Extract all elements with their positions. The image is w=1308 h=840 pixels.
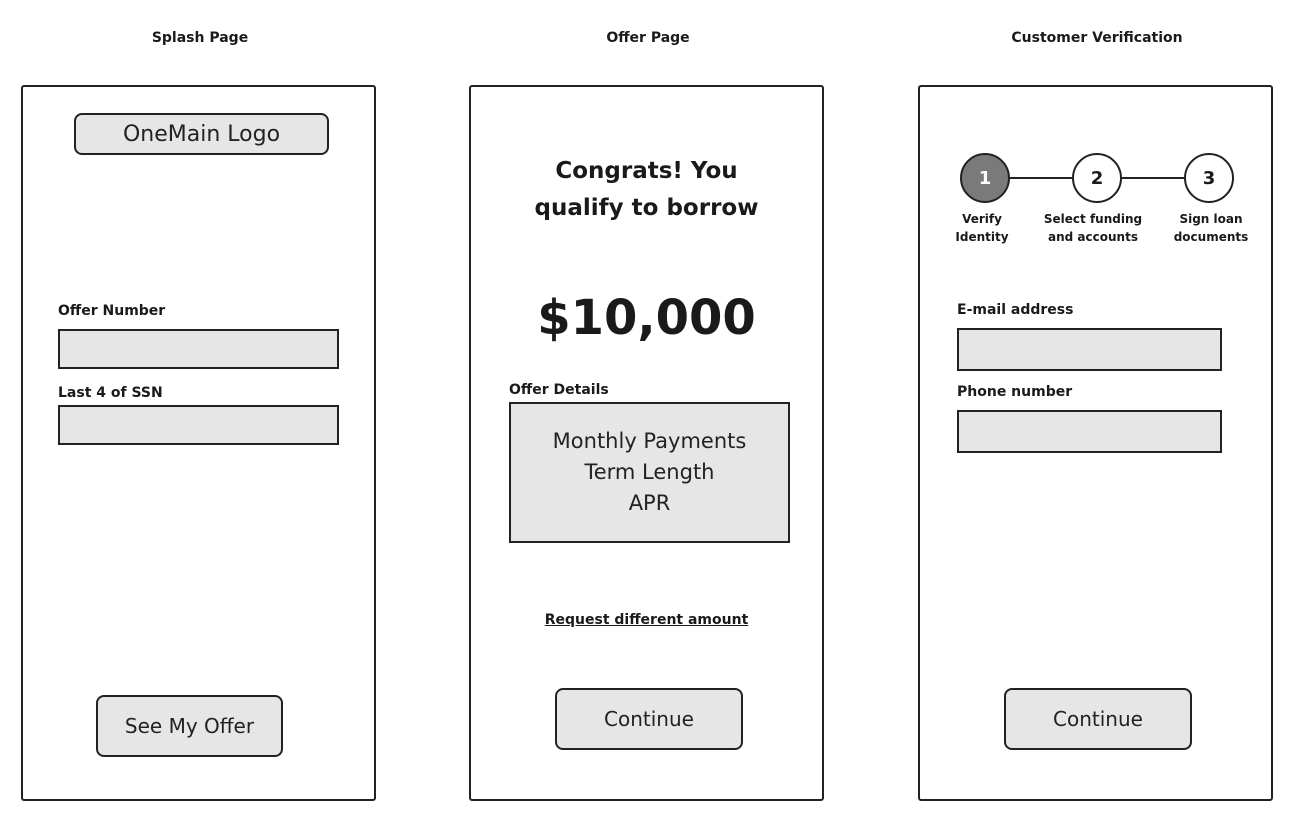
- splash-screen: [21, 85, 376, 801]
- splash-page-title: Splash Page: [151, 30, 249, 46]
- email-label: E-mail address: [957, 302, 1074, 318]
- stepper-connector-1-2: [1010, 177, 1074, 179]
- step-1-circle: 1: [960, 153, 1010, 203]
- ssn-label: Last 4 of SSN: [58, 385, 163, 401]
- offer-detail-monthly-payments: Monthly Payments: [552, 429, 747, 453]
- phone-label: Phone number: [957, 384, 1073, 400]
- verification-screen: [918, 85, 1273, 801]
- offer-details-label: Offer Details: [509, 382, 609, 398]
- offer-detail-apr: APR: [628, 491, 671, 515]
- step-1-label-line-2: Identity: [955, 230, 1009, 244]
- step-3-label-line-2: documents: [1173, 230, 1249, 244]
- email-field[interactable]: [957, 328, 1222, 371]
- offer-headline: [471, 153, 822, 227]
- offer-number-field[interactable]: [58, 329, 339, 369]
- phone-field[interactable]: [957, 410, 1222, 453]
- step-3-label: [1156, 210, 1266, 246]
- verification-continue-button[interactable]: Continue: [1004, 688, 1192, 750]
- offer-continue-button[interactable]: Continue: [555, 688, 743, 750]
- step-3-circle: 3: [1184, 153, 1234, 203]
- offer-page-title: Offer Page: [606, 30, 690, 46]
- offer-headline-line-2: qualify to borrow: [534, 195, 759, 221]
- customer-verification-title: Customer Verification: [1011, 30, 1183, 46]
- offer-headline-line-1: Congrats! You: [555, 158, 738, 184]
- step-3-label-line-1: Sign loan: [1179, 212, 1243, 226]
- step-2-label-line-1: Select funding: [1043, 212, 1143, 226]
- offer-details-box: [509, 402, 790, 543]
- ssn-field[interactable]: [58, 405, 339, 445]
- offer-number-label: Offer Number: [58, 303, 166, 319]
- step-1-label: [927, 210, 1037, 246]
- offer-amount: $10,000: [537, 290, 756, 346]
- step-1-label-line-1: Verify: [962, 212, 1002, 226]
- see-my-offer-button[interactable]: See My Offer: [96, 695, 283, 757]
- offer-detail-term-length: Term Length: [584, 460, 715, 484]
- step-2-circle: 2: [1072, 153, 1122, 203]
- onemain-logo: OneMain Logo: [74, 113, 329, 155]
- request-different-amount-link[interactable]: Request different amount: [544, 612, 749, 628]
- stepper-connector-2-3: [1122, 177, 1186, 179]
- step-2-label-line-2: and accounts: [1048, 230, 1138, 244]
- offer-screen: [469, 85, 824, 801]
- step-2-label: [1038, 210, 1148, 246]
